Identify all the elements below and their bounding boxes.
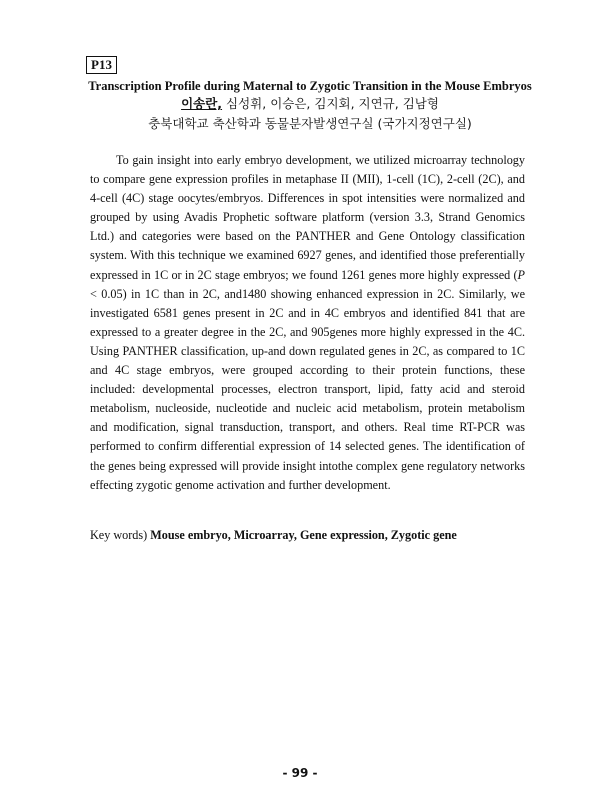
- author-list: [60, 96, 560, 112]
- p-value-symbol: P: [517, 267, 525, 282]
- affiliation: 충북대학교 축산학과 동물분자발생연구실 (국가지정연구실): [148, 116, 472, 131]
- abstract-code-box: P13: [86, 56, 117, 74]
- page-number: - 99 -: [282, 766, 318, 780]
- co-authors: 심성휘, 이승은, 김지회, 지연규, 김남형: [222, 96, 439, 111]
- keywords-label: Key words): [90, 528, 151, 542]
- abstract-body: [90, 151, 525, 495]
- keywords-line: [90, 527, 530, 543]
- abstract-title: Transcription Profile during Maternal to Zygotic Transition in the Mouse Embryos: [88, 79, 532, 93]
- abstract-text-part-2: < 0.05) in 1C than in 2C, and1480 showing enhanced expression in 2C. Similarly, we investigated 6581 genes present in 2C and in 4C embryos and identified 841 that are expressed to a greater degree in the 2C, and 905genes more highly expressed in the 4C. Using PANTHER classification, up-and down regulated genes in 2C, as compared to 1C and 4C stage embryos, were grouped according to their protein functions, these included: developmental processes, electron transport, lipid, fatty acid and steroid metabolism, nucleoside, nucleotide and nucleic acid metabolism, protein metabolism and modification, signal transduction, transport, and others. Real time RT-PCR was performed to confirm differential expression of 14 selected genes. The identification of the genes being expressed will provide insight intothe complex gene regulatory networks effecting zygotic genome activation and further development.: [90, 286, 525, 492]
- abstract-text-part-1: To gain insight into early embryo development, we utilized microarray technology to compare gene expression profiles in metaphase II (MII), 1-cell (1C), 2-cell (2C), and 4-cell (4C) stage oocytes/embryos. Differences in spot intensities were normalized and grouped by using Avadis Prophetic software platform (version 3.3, Strand Genomics Ltd.) and categories were based on the PANTHER and Gene Ontology classification system. With this technique we examined 6927 genes, and identified those preferentially expressed in 1C or in 2C stage embryos; we found 1261 genes more highly expressed (: [90, 153, 525, 282]
- keywords-values: Mouse embryo, Microarray, Gene expression, Zygotic gene: [150, 528, 457, 542]
- presenting-author: 이송란,: [181, 96, 223, 111]
